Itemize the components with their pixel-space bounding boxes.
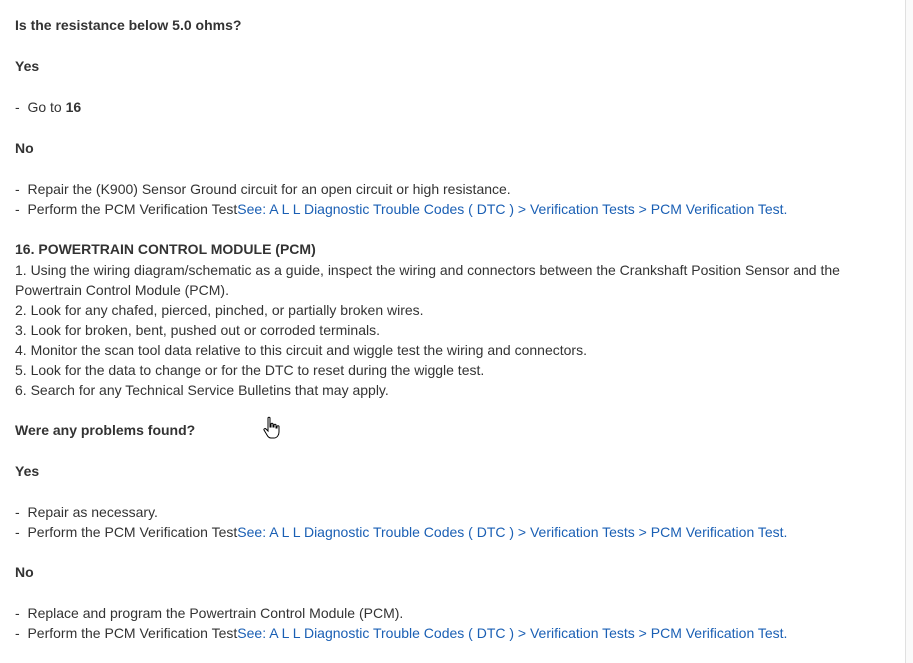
vertical-scrollbar[interactable] <box>905 0 913 663</box>
goto-text: Go to <box>27 99 66 115</box>
list-item-text: Repair the (K900) Sensor Ground circuit for an open circuit or high resistance. <box>27 181 511 197</box>
list-item-text: Repair as necessary. <box>27 504 158 520</box>
bullet: - <box>15 99 20 115</box>
list-item <box>15 97 81 117</box>
pcm-verification-link[interactable]: See: A L L Diagnostic Trouble Codes ( DTC ) > Verification Tests > PCM Verification Test. <box>237 524 788 540</box>
pcm-verification-link[interactable]: See: A L L Diagnostic Trouble Codes ( DTC ) > Verification Tests > PCM Verification Test. <box>237 625 788 641</box>
bullet: - <box>15 605 20 621</box>
list-item <box>15 502 158 522</box>
list-item <box>15 623 787 643</box>
list-item: 2. Look for any chafed, pierced, pinched, or partially broken wires. <box>15 302 424 318</box>
pcm-verification-link[interactable]: See: A L L Diagnostic Trouble Codes ( DTC ) > Verification Tests > PCM Verification Test. <box>237 201 788 217</box>
answer-no-label: No <box>15 140 34 156</box>
bullet: - <box>15 524 20 540</box>
list-item-text: Perform the PCM Verification Test <box>27 201 238 217</box>
hand-pointer-icon <box>262 416 282 440</box>
answer-yes-label: Yes <box>15 463 40 479</box>
bullet: - <box>15 625 20 641</box>
list-item-text: Perform the PCM Verification Test <box>27 524 238 540</box>
bullet: - <box>15 504 20 520</box>
list-item: 4. Monitor the scan tool data relative to this circuit and wiggle test the wiring and connectors. <box>15 342 587 358</box>
list-item-text: Replace and program the Powertrain Control Module (PCM). <box>27 605 404 621</box>
answer-yes-label: Yes <box>15 58 40 74</box>
question-problems-found: Were any problems found? <box>15 422 196 438</box>
step-16-heading: 16. POWERTRAIN CONTROL MODULE (PCM) <box>15 241 316 257</box>
bullet: - <box>15 181 20 197</box>
goto-step-16[interactable]: 16 <box>65 99 82 115</box>
question-resistance: Is the resistance below 5.0 ohms? <box>15 17 242 33</box>
list-item <box>15 603 403 623</box>
list-item: 1. Using the wiring diagram/schematic as a guide, inspect the wiring and connectors between the Crankshaft Position Sensor and the Powertrain Control Module (PCM). <box>15 262 840 298</box>
bullet: - <box>15 201 20 217</box>
list-item: 3. Look for broken, bent, pushed out or corroded terminals. <box>15 322 380 338</box>
list-item <box>15 179 511 199</box>
list-item: 6. Search for any Technical Service Bulletins that may apply. <box>15 382 389 398</box>
list-item: 5. Look for the data to change or for the DTC to reset during the wiggle test. <box>15 362 485 378</box>
list-item-text: Perform the PCM Verification Test <box>27 625 238 641</box>
list-item <box>15 522 787 542</box>
answer-no-label: No <box>15 564 34 580</box>
list-item <box>15 199 787 219</box>
